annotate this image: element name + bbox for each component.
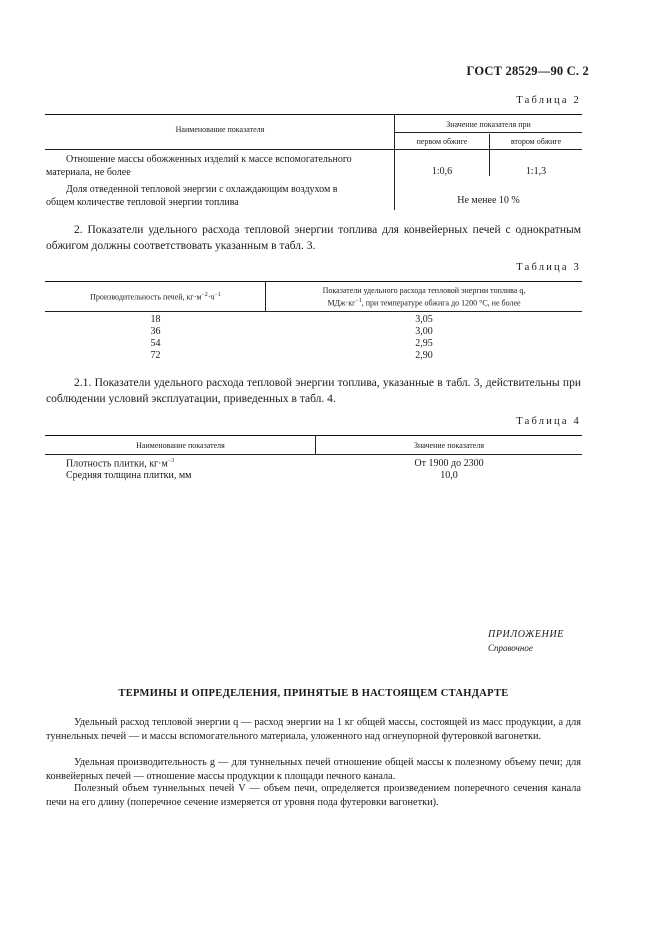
table4-row1-value: От 1900 до 2300 [414,458,484,469]
table4-col-value: Значение показателя [413,441,485,450]
table3-value-list [266,314,582,362]
table2-row1-first: 1:0,6 [431,166,453,177]
table4-caption: Таблица 4 [516,416,581,427]
table2-top-rule [45,114,582,115]
document-header: ГОСТ 28529—90 С. 2 [466,64,589,78]
table3-row-val: 2,90 [415,350,433,361]
table4-row2-value: 10,0 [440,470,458,481]
appendix-sub: Справочное [488,643,533,653]
table2-col-value: Значение показателя при [446,120,531,129]
table3-row-val: 3,00 [415,326,433,337]
table2-row1-label: Отношение массы обожженных изделий к массе вспомогательного материала, не более [46,154,352,178]
paragraph-2-1: 2.1. Показатели удельного расхода тепловой энергии топлива, указанные в табл. 3, действительны при соблюдении условий эксплуатации, приведенных в табл. 4. [46,377,581,405]
table3-row-prod: 36 [150,326,161,337]
table2-sub-second: втором обжиге [510,137,562,146]
table4-col-name: Наименование показателя [136,441,225,450]
table3-row-prod: 18 [150,314,161,325]
table4-row2-label: Средняя толщина плитки, мм [66,470,192,481]
table2-row2-value: Не менее 10 % [457,195,520,206]
terms-title: ТЕРМИНЫ И ОПРЕДЕЛЕНИЯ, ПРИНЯТЫЕ В НАСТОЯЩЕМ СТАНДАРТЕ [118,688,509,699]
table3-top-rule [45,281,582,282]
table2-sub-rule [395,132,582,133]
table3-row-val: 3,05 [415,314,433,325]
table3-header-rule [45,311,582,312]
table3-row-val: 2,95 [415,338,433,349]
appendix-label: ПРИЛОЖЕНИЕ [488,629,564,640]
table3-productivity-list [46,314,265,362]
terms-paragraph-1: Удельный расход тепловой энергии q — расход энергии на 1 кг общей массы, состоящей из масс продукции, а для туннельных печей — и массы вспомогательного материала, уложенного над огнеупорной футеровкой вагонетки. [46,717,581,742]
terms-paragraph-3: Полезный объем туннельных печей V — объем печи, определяется произведением поперечного сечения канала печи на его длину (поперечное сечение измеряется от уровня пода футеровки вагонетки). [46,783,581,808]
terms-paragraph-2: Удельная производительность g — для туннельных печей отношение общей массы к полезному объему печи; для конвейерных печей — отношение массы продукции к площади печного канала. [46,757,581,782]
table2-row2-label: Доля отведенной тепловой энергии с охлаждающим воздухом в общем количестве тепловой энергии топлива [46,184,338,208]
table4-top-rule [45,435,582,436]
table3-row-prod: 72 [150,350,161,361]
table4-header-rule [45,454,582,455]
table3-col-values: Показатели удельного расхода тепловой энергии топлива q, $МДж\cdot кг^{-1}$, при температуре обжига до 1200 °С, не более [322,286,526,308]
table2-header-rule [45,149,582,150]
table2-sub-first: первом обжиге [416,137,468,146]
table2-caption: Таблица 2 [516,95,581,106]
table3-row-prod: 54 [150,338,161,349]
paragraph-2: 2. Показатели удельного расхода тепловой энергии топлива для конвейерных печей с однократным обжигом должны соответствовать указанным в табл. 3. [46,224,581,252]
table2-col-name: Наименование показателя [175,125,265,134]
table2-row1-second: 1:1,3 [525,166,547,177]
table3-caption: Таблица 3 [516,262,581,273]
table3-col-productivity: Производительность печей, $кг\cdot м^{-2}\cdot ч^{-1}$ [90,292,221,302]
table4-row1-label: Плотность плитки, $кг\cdot м^{-3}$ [66,458,175,470]
